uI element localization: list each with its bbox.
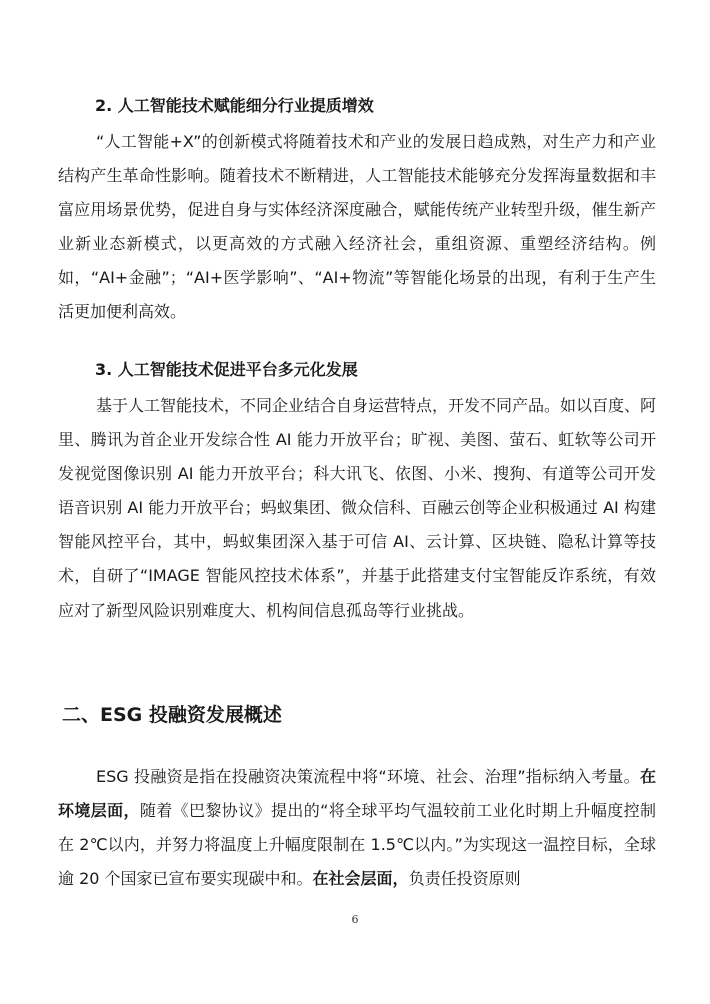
paragraph-platforms xyxy=(58,389,656,628)
esg-text-2: 随着《巴黎协议》提出的“将全球平均气温较前工业化时期上升幅度控制在 2℃以内，并努力将温度上升幅度限制在 1.5℃以内。”为实现这一温控目标，全球逾 20 个国家已宣布要实现碳中和。 xyxy=(58,801,656,889)
paragraph-platforms-text: 基于人工智能技术，不同企业结合自身运营特点，开发不同产品。如以百度、阿里、腾讯为首企业开发综合性 AI 能力开放平台；旷视、美图、萤石、虹软等公司开发视觉图像识别 AI 能力开放平台；科大讯飞、依图、小米、搜狗、有道等公司开发语音识别 AI 能力开放平台；蚂蚁集团、微众信科、百融云创等企业积极通过 AI 构建智能风控平台，其中，蚂蚁集团深入基于可信 AI、云计算、区块链、隐私计算等技术，自研了“IMAGE 智能风控技术体系”，并基于此搭建支付宝智能反诈系统，有效应对了新型风险识别难度大、机构间信息孤岛等行业挑战。 xyxy=(58,396,657,620)
section-heading-2: 2. 人工智能技术赋能细分行业提质增效 xyxy=(95,96,374,115)
paragraph-ai-x xyxy=(58,125,656,330)
chapter-heading-esg: 二、ESG 投融资发展概述 xyxy=(62,704,282,726)
paragraph-ai-x-text: “人工智能+X”的创新模式将随着技术和产业的发展日趋成熟，对生产力和产业结构产生革命性影响。随着技术不断精进，人工智能技术能够充分发挥海量数据和丰富应用场景优势，促进自身与实体经济深度融合，赋能传统产业转型升级，催生新产业新业态新模式，以更高效的方式融入经济社会，重组资源、重塑经济结构。例如，“AI+金融”；“AI+医学影响”、“AI+物流”等智能化场景的出现，有利于生产生活更加便利高效。 xyxy=(58,132,656,322)
esg-text-1: ESG 投融资是指在投融资决策流程中将“环境、社会、治理”指标纳入考量。 xyxy=(96,767,640,786)
esg-bold-environment: 在环境层面， xyxy=(58,767,656,821)
esg-text-3: 负责任投资原则 xyxy=(408,869,521,889)
section-heading-3: 3. 人工智能技术促进平台多元化发展 xyxy=(95,360,358,379)
esg-bold-society: 在社会层面， xyxy=(312,869,409,889)
page-number: 6 xyxy=(351,913,359,926)
paragraph-esg xyxy=(58,760,656,896)
